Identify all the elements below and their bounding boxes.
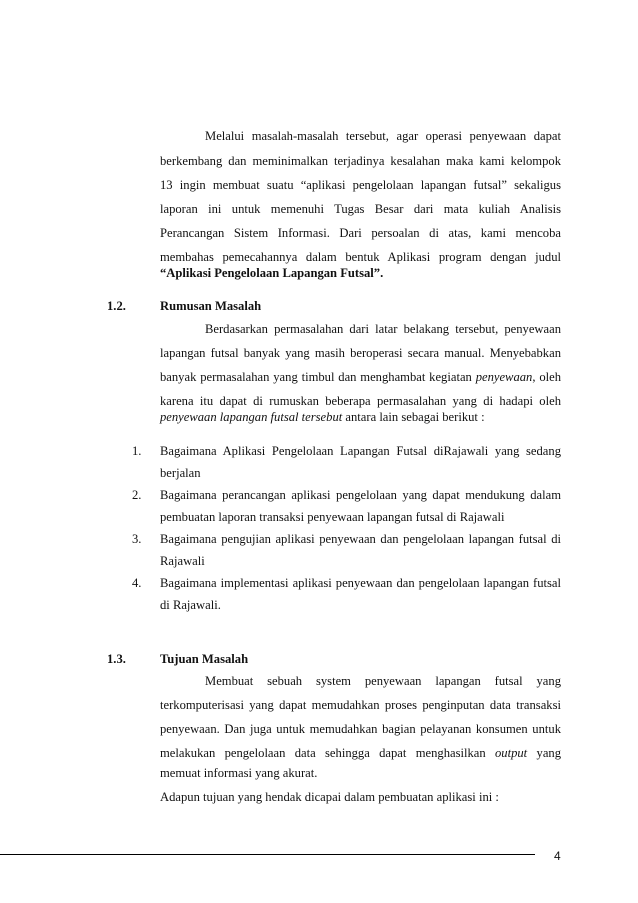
intro-line-7: “Aplikasi Pengelolaan Lapangan Futsal”. [160,266,384,280]
list-item-2-line-2: pembuatan laporan transaksi penyewaan lapangan futsal di Rajawali [160,510,505,524]
tujuan-line-5: memuat informasi yang akurat. [160,766,318,780]
tujuan-line-6: Adapun tujuan yang hendak dicapai dalam pembuatan aplikasi ini : [160,790,499,804]
rumusan-line-1: Berdasarkan permasalahan dari latar belakang tersebut, penyewaan [205,322,561,336]
section-title-1-3: Tujuan Masalah [160,652,249,666]
list-item-3-line-1: Bagaimana pengujian aplikasi penyewaan dan pengelolaan lapangan futsal di [160,532,561,546]
rumusan-line-3-text: banyak permasalahan yang timbul dan menghambat kegiatan [160,370,472,384]
list-item-4-line-1: Bagaimana implementasi aplikasi penyewaan dan pengelolaan lapangan futsal [160,576,561,590]
tujuan-italic-output: output [495,746,528,760]
rumusan-line-5 [160,408,561,426]
tujuan-line-3: penyewaan. Dan juga untuk memudahkan bagian pelayanan konsumen untuk [160,722,561,736]
section-number-1-3: 1.3. [107,652,126,666]
intro-line-1: Melalui masalah-masalah tersebut, agar operasi penyewaan dapat [205,129,561,143]
intro-line-5: Perancangan Sistem Informasi. Dari persoalan di atas, kami mencoba [160,226,561,240]
rumusan-line-3-tail: , oleh [532,370,562,384]
list-number-4: 4. [132,576,142,590]
intro-line-6: membahas pemecahannya dalam bentuk Aplikasi program dengan judul [160,250,561,264]
tujuan-line-4-tail: yang [536,746,561,760]
rumusan-line-2: lapangan futsal banyak yang masih beroperasi secara manual. Menyebabkan [160,346,561,360]
intro-line-3: 13 ingin membuat suatu “aplikasi pengelolaan lapangan futsal” sekaligus [160,178,561,192]
rumusan-italic-penyewaan: penyewaan [475,370,533,384]
page-number: 4 [554,849,561,863]
footer-rule [0,854,535,855]
list-number-1: 1. [132,444,142,458]
list-item-1-line-2: berjalan [160,466,201,480]
section-title-1-2: Rumusan Masalah [160,299,262,313]
list-item-2-line-1: Bagaimana perancangan aplikasi pengelolaan yang dapat mendukung dalam [160,488,561,502]
tujuan-line-1: Membuat sebuah system penyewaan lapangan futsal yang [205,674,561,688]
list-number-2: 2. [132,488,142,502]
rumusan-line-5-text: antara lain sebagai berikut : [345,410,485,424]
intro-line-4: laporan ini untuk memenuhi Tugas Besar dari mata kuliah Analisis [160,202,561,216]
list-number-3: 3. [132,532,142,546]
rumusan-italic-phrase: penyewaan lapangan futsal tersebut [160,410,343,424]
rumusan-line-4: karena itu dapat di rumuskan beberapa permasalahan yang di hadapi oleh [160,394,561,408]
tujuan-line-4 [160,744,561,762]
list-item-3-line-2: Rajawali [160,554,205,568]
rumusan-line-3 [160,368,561,386]
tujuan-line-2: terkomputerisasi yang dapat memudahkan proses penginputan data transaksi [160,698,561,712]
intro-line-2: berkembang dan meminimalkan terjadinya kesalahan maka kami kelompok [160,154,561,168]
list-item-1-line-1: Bagaimana Aplikasi Pengelolaan Lapangan Futsal diRajawali yang sedang [160,444,561,458]
list-item-4-line-2: di Rajawali. [160,598,221,612]
section-number-1-2: 1.2. [107,299,126,313]
tujuan-line-4-text: melakukan pengelolaan data sehingga dapat menghasilkan [160,746,486,760]
